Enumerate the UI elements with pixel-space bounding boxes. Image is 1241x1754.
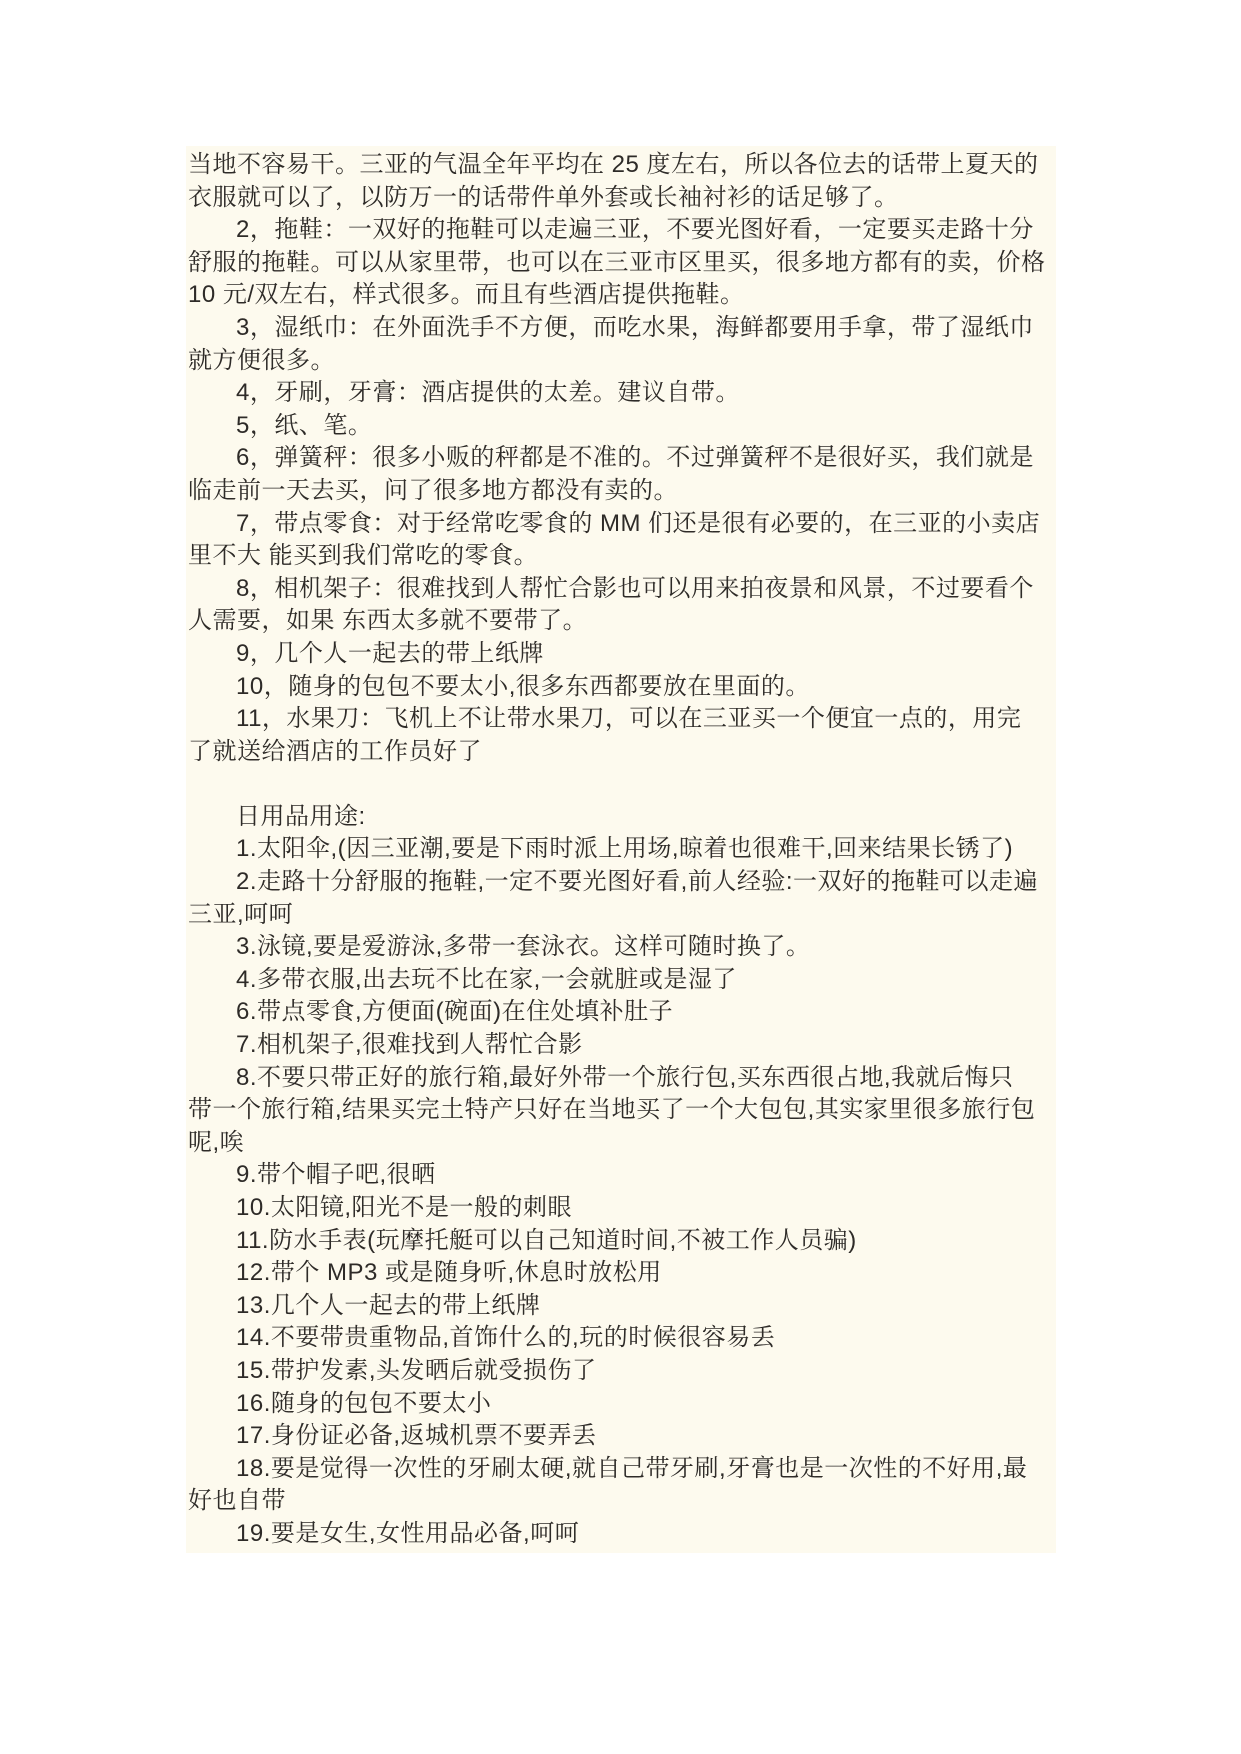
text-line: 18.要是觉得一次性的牙刷太硬,就自己带牙刷,牙膏也是一次性的不好用,最 (236, 1454, 1028, 1482)
text-line: 10，随身的包包不要太小,很多东西都要放在里面的。 (236, 672, 810, 700)
text-line: 10.太阳镜,阳光不是一般的刺眼 (236, 1194, 573, 1221)
text-line: 7.相机架子,很难找到人帮忙合影 (236, 1031, 583, 1059)
text-line: 衣服就可以了，以防万一的话带件单外套或长袖衬衫的话足够了。 (188, 183, 899, 211)
text-line: 15.带护发素,头发晒后就受损伤了 (236, 1356, 597, 1384)
text-line: 4.多带衣服,出去玩不比在家,一会就脏或是湿了 (236, 965, 737, 993)
text-line: 里不大 能买到我们常吃的零食。 (188, 542, 539, 570)
text-line: 13.几个人一起去的带上纸牌 (236, 1291, 541, 1319)
text-line: 3.泳镜,要是爱游泳,多带一套泳衣。这样可随时换了。 (236, 933, 811, 961)
text-line: 14.不要带贵重物品,首饰什么的,玩的时候很容易丢 (236, 1324, 776, 1352)
text-line: 舒服的拖鞋。可以从家里带，也可以在三亚市区里买，很多地方都有的卖，价格 (188, 248, 1046, 276)
text-line: 日用品用途: (236, 802, 366, 830)
text-line: 好也自带 (188, 1487, 286, 1515)
blank-line (188, 768, 1056, 801)
text-line: 9.带个帽子吧,很晒 (236, 1161, 436, 1189)
text-line: 3，湿纸巾：在外面洗手不方便，而吃水果，海鲜都要用手拿，带了湿纸巾 (236, 313, 1034, 341)
text-line: 6，弹簧秤：很多小贩的秤都是不准的。不过弹簧秤不是很好买，我们就是 (236, 444, 1034, 472)
text-line: 11，水果刀：飞机上不让带水果刀，可以在三亚买一个便宜一点的，用完 (236, 705, 1022, 733)
text-line: 19.要是女生,女性用品必备,呵呵 (236, 1519, 580, 1547)
text-line: 2，拖鞋：一双好的拖鞋可以走遍三亚，不要光图好看，一定要买走路十分 (236, 216, 1034, 244)
text-line: 17.身份证必备,返城机票不要弄丢 (236, 1422, 597, 1450)
text-line: 2.走路十分舒服的拖鞋,一定不要光图好看,前人经验:一双好的拖鞋可以走遍 (236, 868, 1039, 896)
text-line: 当地不容易干。三亚的气温全年平均在 25 度左右，所以各位去的话带上夏天的 (188, 151, 1039, 178)
document-text-block (186, 146, 1056, 1553)
text-line: 8，相机架子：很难找到人帮忙合影也可以用来拍夜景和风景，不过要看个 (236, 574, 1034, 602)
text-line: 9，几个人一起去的带上纸牌 (236, 639, 544, 667)
text-line: 10 元/双左右，样式很多。而且有些酒店提供拖鞋。 (188, 281, 745, 309)
text-line: 呢,唉 (188, 1128, 245, 1156)
text-line: 4，牙刷，牙膏：酒店提供的太差。建议自带。 (236, 379, 740, 407)
text-line: 就方便很多。 (188, 346, 335, 374)
text-line: 8.不要只带正好的旅行箱,最好外带一个旅行包,买东西很占地,我就后悔只 (236, 1063, 1014, 1091)
text-line: 了就送给酒店的工作员好了 (188, 737, 482, 765)
text-line: 带一个旅行箱,结果买完土特产只好在当地买了一个大包包,其实家里很多旅行包 (188, 1096, 1036, 1124)
text-line: 1.太阳伞,(因三亚潮,要是下雨时派上用场,晾着也很难干,回来结果长锈了) (236, 835, 1014, 863)
text-line: 6.带点零食,方便面(碗面)在住处填补肚子 (236, 998, 674, 1026)
text-line: 16.随身的包包不要太小 (236, 1389, 492, 1417)
text-line: 5，纸、笔。 (236, 411, 373, 439)
text-line: 人需要，如果 东西太多就不要带了。 (188, 607, 588, 635)
text-line: 临走前一天去买，问了很多地方都没有卖的。 (188, 476, 678, 504)
text-line: 7，带点零食：对于经常吃零食的 MM 们还是很有必要的，在三亚的小卖店 (236, 509, 1041, 537)
text-line: 11.防水手表(玩摩托艇可以自己知道时间,不被工作人员骗) (236, 1226, 857, 1254)
text-line: 12.带个 MP3 或是随身听,休息时放松用 (236, 1259, 662, 1287)
text-line: 三亚,呵呵 (188, 900, 294, 928)
